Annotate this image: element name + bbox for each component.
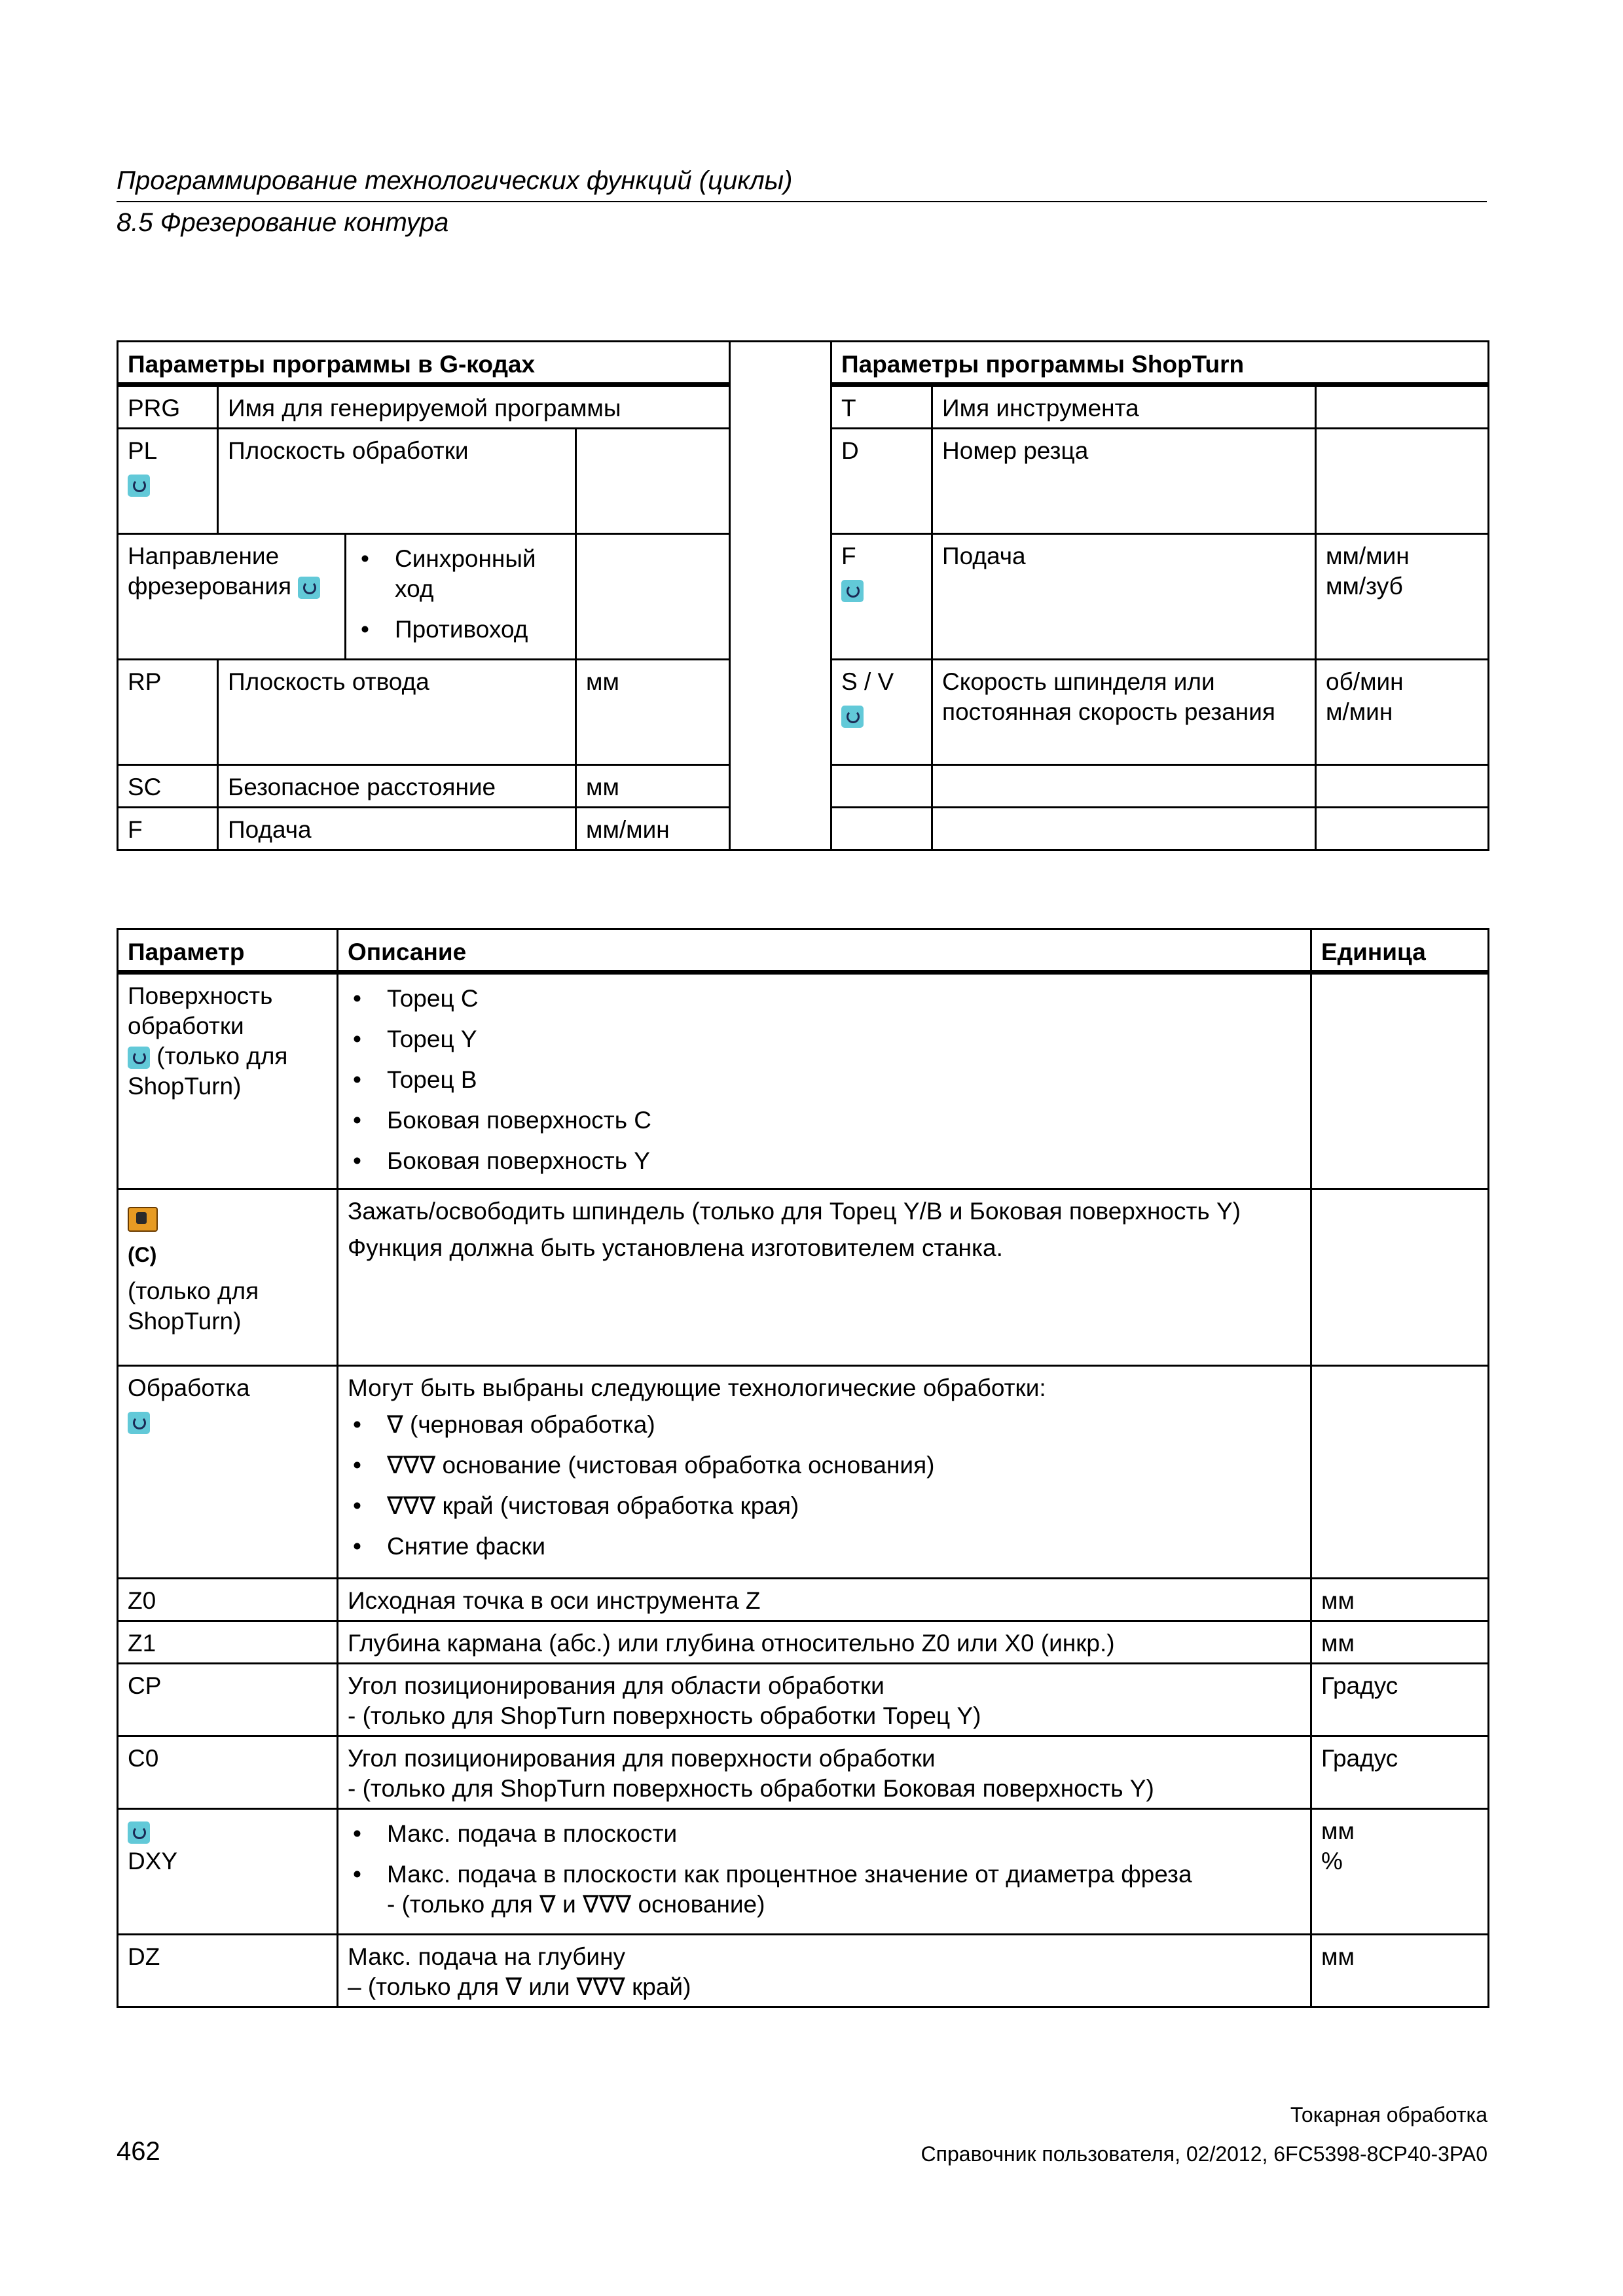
param-unit: мм — [1311, 1621, 1489, 1664]
cycle-toggle-icon — [841, 580, 864, 602]
column-header-description: Описание — [338, 929, 1311, 973]
param-label: Обработка — [128, 1374, 250, 1401]
param-code: Z0 — [118, 1579, 338, 1621]
empty-cell — [932, 765, 1316, 808]
param-cell-dxy — [118, 1809, 338, 1935]
option-item: • Боковая поверхность Y — [348, 1146, 1301, 1176]
param-unit-cell — [1316, 660, 1489, 765]
empty-cell — [1316, 808, 1489, 850]
description-cell — [338, 1664, 1311, 1736]
param-code: RP — [118, 660, 218, 765]
param-note-row — [128, 1041, 327, 1102]
description-line: – (только для ∇ или ∇∇∇ край) — [348, 1973, 691, 2000]
description-line: Функция должна быть установлена изготовителем станка. — [348, 1234, 1003, 1261]
param-code: CP — [118, 1664, 338, 1736]
param-description: Плоскость обработки — [218, 429, 576, 534]
unit-option: об/мин — [1326, 668, 1404, 695]
param-cell-f — [831, 534, 932, 660]
option-item: • ∇∇∇ край (чистовая обработка края) — [348, 1491, 1301, 1521]
param-unit — [576, 429, 730, 534]
param-cell-clamp — [118, 1189, 338, 1366]
param-code: DXY — [128, 1848, 178, 1874]
gcode-params-header: Параметры программы в G-кодах — [118, 342, 730, 385]
column-header-param: Параметр — [118, 929, 338, 973]
option-note: - (только для ∇ и ∇∇∇ основание) — [387, 1891, 765, 1918]
param-unit: мм/мин — [576, 808, 730, 850]
description-cell — [338, 1809, 1311, 1935]
description-cell — [338, 1736, 1311, 1809]
param-code: DZ — [118, 1935, 338, 2007]
page-number: 462 — [117, 2137, 160, 2166]
param-cell-pl — [118, 429, 218, 534]
option-item: • ∇∇∇ основание (чистовая обработка основания) — [348, 1450, 1301, 1480]
footer-product: Токарная обработка — [1290, 2103, 1487, 2126]
description-cell — [338, 1935, 1311, 2007]
param-unit — [1311, 1366, 1489, 1579]
param-code: F — [118, 808, 218, 850]
empty-cell — [831, 765, 932, 808]
param-code: Z1 — [118, 1621, 338, 1664]
param-cell-surface — [118, 973, 338, 1189]
unit-option: м/мин — [1326, 698, 1393, 725]
param-unit: мм — [576, 660, 730, 765]
cycle-toggle-icon — [128, 1047, 150, 1069]
description-cell: Глубина кармана (абс.) или глубина относительно Z0 или X0 (инкр.) — [338, 1621, 1311, 1664]
param-cell-sv — [831, 660, 932, 765]
param-label: Направление фрезерования — [128, 543, 292, 600]
param-unit — [576, 534, 730, 660]
empty-cell — [831, 808, 932, 850]
cycle-toggle-icon — [841, 706, 864, 728]
running-header-section: 8.5 Фрезерование контура — [117, 208, 449, 237]
description-line: - (только для ShopTurn поверхность обработки Боковая поверхность Y) — [348, 1775, 1154, 1802]
param-unit — [1316, 385, 1489, 429]
running-header-title: Программирование технологических функций (циклы) — [117, 166, 793, 195]
cycle-toggle-icon — [298, 577, 320, 599]
description-line: Зажать/освободить шпиндель (только для Торец Y/B и Боковая поверхность Y) — [348, 1198, 1241, 1225]
param-description: Безопасное расстояние — [218, 765, 576, 808]
param-unit — [1311, 1189, 1489, 1366]
spacer-column — [730, 342, 831, 850]
description-cell — [338, 1366, 1311, 1579]
param-label: Поверхность обработки — [128, 982, 273, 1039]
param-unit-cell — [1311, 1809, 1489, 1935]
cycle-toggle-icon — [128, 1821, 150, 1844]
option-item: • Торец Y — [348, 1024, 1301, 1054]
option-item: • Синхронный ход — [356, 544, 566, 604]
param-description: Номер резца — [932, 429, 1316, 534]
param-description: Подача — [218, 808, 576, 850]
param-code: PRG — [118, 385, 218, 429]
description-cell: Исходная точка в оси инструмента Z — [338, 1579, 1311, 1621]
option-item: • ∇ (черновая обработка) — [348, 1410, 1301, 1440]
param-code: C0 — [118, 1736, 338, 1809]
param-code: SC — [118, 765, 218, 808]
spindle-clamp-icon — [128, 1207, 158, 1232]
description-line: - (только для ShopTurn поверхность обработки Торец Y) — [348, 1702, 981, 1729]
description-line: Угол позиционирования для поверхности обработки — [348, 1745, 936, 1772]
param-code: D — [831, 429, 932, 534]
cycle-icon-row — [128, 1816, 327, 1846]
parameter-description-table — [117, 928, 1489, 2008]
param-cell-machining — [118, 1366, 338, 1579]
column-header-unit: Единица — [1311, 929, 1489, 973]
param-code: T — [831, 385, 932, 429]
clamp-icon-row — [128, 1203, 327, 1233]
description-cell — [338, 1189, 1311, 1366]
option-item: • Торец B — [348, 1065, 1301, 1095]
option-text: • Макс. подача в плоскости как процентное значение от диаметра фреза — [387, 1861, 1192, 1888]
option-item: • Торец C — [348, 984, 1301, 1014]
param-description: Имя инструмента — [932, 385, 1316, 429]
shopturn-params-header: Параметры программы ShopTurn — [831, 342, 1489, 385]
param-cell-milling-direction — [118, 534, 346, 660]
description-line: Макс. подача на глубину — [348, 1943, 626, 1970]
description-line: Угол позиционирования для области обработки — [348, 1672, 884, 1699]
option-item: • Противоход — [356, 615, 566, 645]
unit-option: мм/мин — [1326, 543, 1410, 569]
param-unit-cell — [1316, 534, 1489, 660]
program-parameters-table — [117, 340, 1489, 851]
empty-cell — [1316, 765, 1489, 808]
unit-option: мм — [1321, 1818, 1355, 1844]
option-item: • Снятие фаски — [348, 1532, 1301, 1562]
param-note: (только для ShopTurn) — [128, 1043, 288, 1100]
param-description: Скорость шпинделя или постоянная скорость резания — [932, 660, 1316, 765]
param-unit: мм — [576, 765, 730, 808]
unit-option: мм/зуб — [1326, 573, 1403, 600]
param-unit — [1311, 973, 1489, 1189]
footer-manual-info: Справочник пользователя, 02/2012, 6FC5398-8CP40-3PA0 — [921, 2142, 1487, 2166]
cycle-toggle-icon — [128, 475, 150, 497]
description-line: Могут быть выбраны следующие технологические обработки: — [348, 1374, 1046, 1401]
param-unit: мм — [1311, 1579, 1489, 1621]
param-unit: мм — [1311, 1935, 1489, 2007]
param-code: PL — [128, 437, 158, 464]
cycle-toggle-icon — [128, 1412, 150, 1434]
empty-cell — [932, 808, 1316, 850]
param-unit: Градус — [1311, 1664, 1489, 1736]
param-unit: Градус — [1311, 1736, 1489, 1809]
param-code: F — [841, 543, 856, 569]
param-note: (только для ShopTurn) — [128, 1278, 259, 1335]
unit-option: % — [1321, 1848, 1343, 1874]
param-description: Подача — [932, 534, 1316, 660]
option-item: • Боковая поверхность C — [348, 1105, 1301, 1136]
option-item — [348, 1859, 1301, 1920]
param-description: Плоскость отвода — [218, 660, 576, 765]
param-options — [346, 534, 576, 660]
param-unit — [1316, 429, 1489, 534]
spindle-c-glyph: (C) — [128, 1243, 157, 1266]
param-code: S / V — [841, 668, 894, 695]
description-cell — [338, 973, 1311, 1189]
option-item: • Макс. подача в плоскости — [348, 1819, 1301, 1849]
param-description: Имя для генерируемой программы — [218, 385, 730, 429]
header-divider — [117, 201, 1487, 202]
